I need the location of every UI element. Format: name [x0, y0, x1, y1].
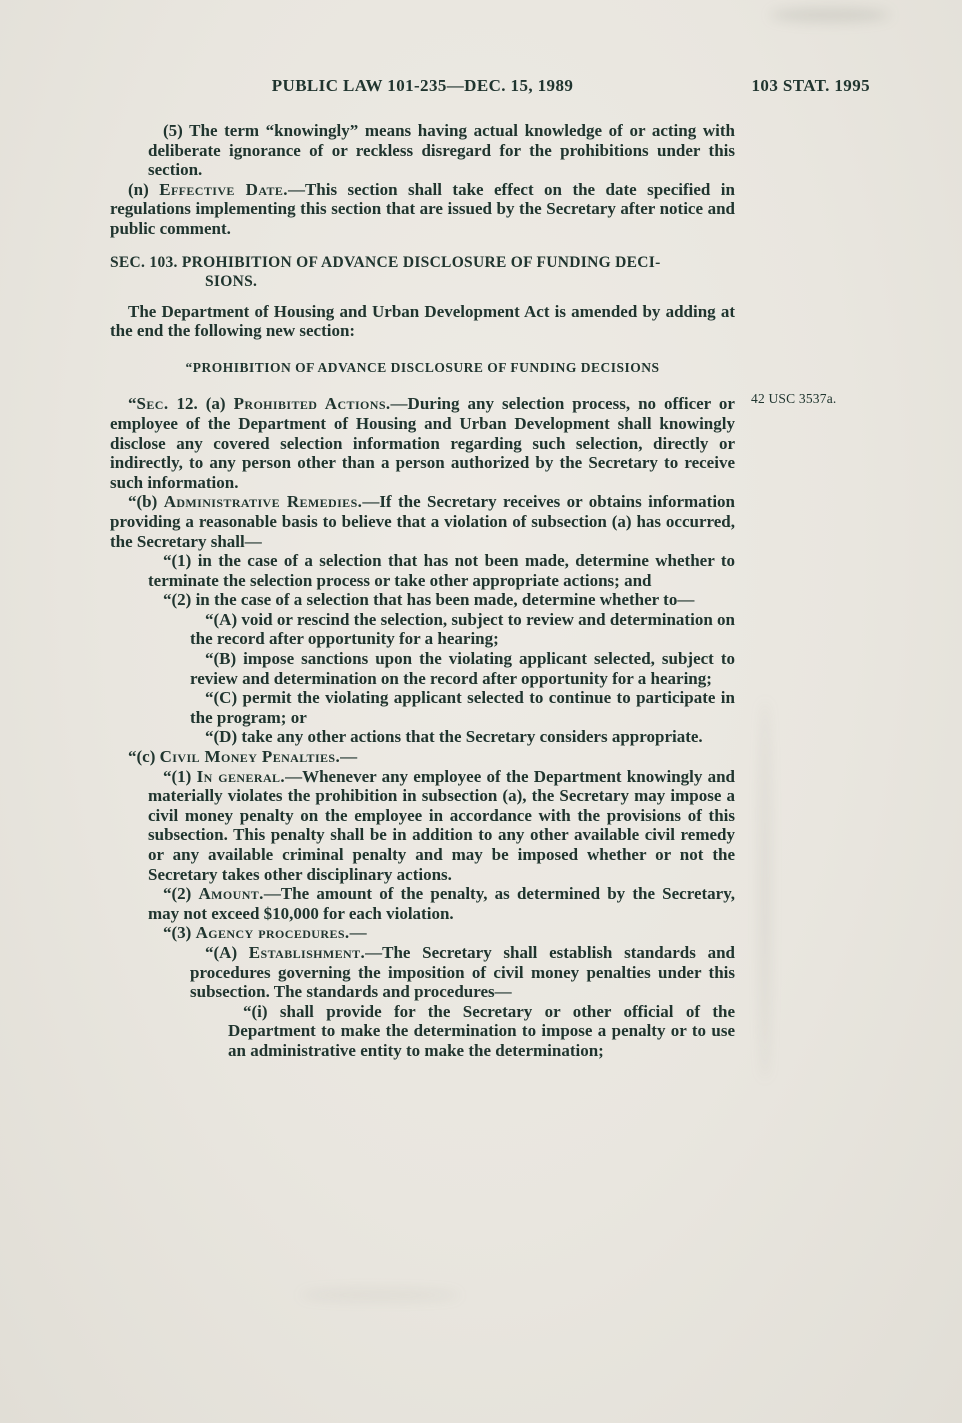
scan-artifact — [300, 1290, 460, 1300]
text-run: “(B) impose sanctions upon the violating applicant selected, subject to review and determination on the record after opportunity for a hearing; — [190, 649, 735, 688]
quoted-section-heading: “PROHIBITION OF ADVANCE DISCLOSURE OF FUNDING DECISIONS — [185, 359, 660, 375]
text-run: — — [340, 747, 358, 767]
paragraph — [148, 551, 735, 590]
scan-artifact — [760, 700, 770, 1080]
text-run: (n) — [128, 179, 160, 199]
paragraph — [110, 394, 735, 492]
small-caps-run: In general. — [196, 766, 286, 786]
text-run: “(A) — [205, 942, 249, 962]
text-run: “(1) — [163, 766, 197, 786]
text-run: 12. (a) — [168, 394, 234, 414]
usc-citation-margin-note: 42 USC 3537a. — [751, 391, 837, 406]
small-caps-run: Establishment. — [248, 942, 366, 962]
paragraph — [110, 492, 735, 551]
paragraph — [190, 727, 735, 747]
paragraph — [228, 1002, 735, 1061]
text-run: “(A) void or rescind the selection, subject to review and determination on the record after opportunity for a hearing; — [190, 609, 735, 649]
page-header — [110, 76, 870, 100]
small-caps-run: Civil Money Penalties. — [159, 747, 341, 767]
text-run: —The amount of the penalty, as determined by the Secretary, may not exceed $10,000 for each violation. — [148, 884, 736, 923]
text-run: —If the Secretary receives or obtains information providing a reasonable basis to believe that a violation of subsection (a) has occurred, the Secretary shall— — [110, 492, 736, 551]
text-run: “(C) permit the violating applicant selected to continue to participate in the program; or — [190, 688, 735, 727]
text-run: “ — [128, 394, 137, 414]
text-run: “(b) — [128, 492, 164, 512]
paragraph — [148, 884, 735, 923]
paragraph — [190, 943, 735, 1002]
small-caps-run: Effective Date. — [159, 179, 288, 199]
text-run: “(i) shall provide for the Secretary or other official of the Department to make the determination to impose a penalty or to use an administrative entity to make the determination; — [228, 1001, 735, 1060]
paragraph — [148, 923, 735, 943]
small-caps-run: Amount. — [198, 884, 264, 904]
text-run: — — [349, 923, 367, 943]
text-run: “(D) take any other actions that the Secretary considers appropriate. — [205, 727, 703, 747]
paragraph — [190, 649, 735, 688]
small-caps-run: Prohibited Actions. — [233, 394, 391, 414]
text-run: (5) The term “knowingly” means having actual knowledge of or acting with deliberate ignorance of or reckless disregard for the prohibitions under this section. — [148, 121, 735, 180]
scan-artifact — [770, 8, 890, 22]
paragraph — [190, 610, 735, 649]
paragraph — [148, 767, 735, 885]
small-caps-run: Administrative Remedies. — [163, 492, 363, 512]
paragraph — [148, 121, 735, 180]
paragraph — [110, 302, 735, 341]
paragraph — [110, 180, 735, 239]
paragraph — [148, 590, 735, 610]
text-run: —The Secretary shall establish standards and procedures governing the imposition of civil money penalties under this subsection. The standards and procedures— — [190, 942, 735, 1002]
paragraph — [110, 747, 735, 767]
section-heading: SEC. 103. PROHIBITION OF ADVANCE DISCLOSURE OF FUNDING DECI- SIONS. — [110, 253, 661, 290]
text-run: “(1) in the case of a selection that has not been made, determine whether to terminate the selection process or take other appropriate actions; and — [148, 551, 735, 590]
text-run: “(2) — [163, 884, 199, 904]
running-head: PUBLIC LAW 101-235—DEC. 15, 1989 — [271, 76, 574, 95]
text-run: —Whenever any employee of the Department knowingly and materially violates the prohibition in subsection (a), the Secretary may impose a civil money penalty on the employee in accordance with the provisions of this subsection. This penalty shall be in addition to any other available civil remedy or any available criminal penalty and may be imposed whether or not the Secretary takes other disciplinary actions. — [148, 766, 736, 884]
text-run: “(c) — [128, 747, 160, 767]
small-caps-run: Agency procedures. — [195, 923, 350, 943]
document-body — [110, 121, 735, 1061]
small-caps-run: Sec. — [136, 394, 169, 414]
text-run: —During any selection process, no officer or employee of the Department of Housing and Urban Development shall knowingly disclose any covered selection information regarding such selection, directly or indirectly, to any person other than a person authorized by the Secretary to receive such information. — [110, 394, 735, 492]
text-run: The Department of Housing and Urban Development Act is amended by adding at the end the following new section: — [110, 301, 735, 341]
text-run: “(2) in the case of a selection that has been made, determine whether to— — [163, 590, 695, 610]
text-run: “(3) — [163, 923, 196, 943]
paragraph — [190, 688, 735, 727]
text-run: —This section shall take effect on the date specified in regulations implementing this section that are issued by the Secretary after notice and public comment. — [110, 179, 735, 238]
stat-page-number: 103 STAT. 1995 — [751, 76, 870, 95]
